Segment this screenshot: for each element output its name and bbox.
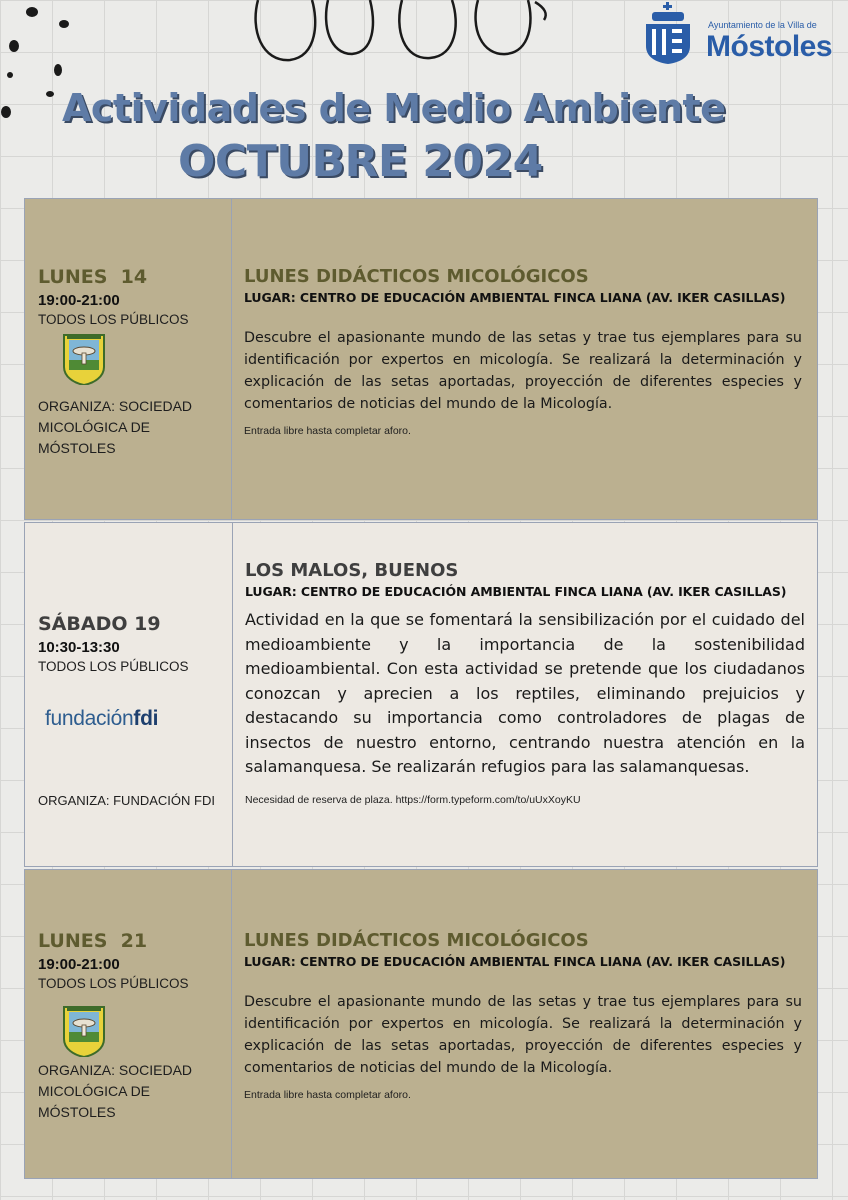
event-note: Necesidad de reserva de plaza. https://form.typeform.com/to/uUxXoyKU: [245, 793, 581, 806]
sociedad-micologica-badge-icon: [62, 331, 106, 385]
page-subtitle-month: OCTUBRE 2024: [178, 136, 543, 187]
event-time: 10:30-13:30: [38, 639, 120, 656]
event-time: 19:00-21:00: [38, 956, 120, 973]
event-audience: TODOS LOS PÚBLICOS: [38, 312, 189, 327]
column-divider: [231, 199, 232, 519]
event-title: LUNES DIDÁCTICOS MICOLÓGICOS: [244, 930, 589, 951]
fdi-logo-prefix: fundación: [45, 707, 134, 730]
event-details-column: [245, 560, 810, 806]
event-card-lunes-14: [24, 198, 818, 520]
event-info-column: [38, 930, 223, 991]
event-details-column: [244, 930, 809, 1101]
event-card-lunes-21: [24, 869, 818, 1179]
column-divider: [231, 870, 232, 1178]
event-organizer: ORGANIZA: FUNDACIÓN FDI: [38, 793, 215, 808]
event-location: LUGAR: CENTRO DE EDUCACIÓN AMBIENTAL FINCA LIANA (AV. IKER CASILLAS): [244, 290, 786, 305]
event-info-column: [38, 266, 223, 327]
column-divider: [232, 523, 233, 866]
event-audience: TODOS LOS PÚBLICOS: [38, 976, 189, 991]
event-info-column: [38, 613, 223, 674]
sociedad-micologica-badge-icon: [62, 1003, 106, 1057]
event-day: LUNES 21: [38, 930, 148, 952]
logo-caption: Ayuntamiento de la Villa de: [708, 20, 817, 30]
logo-name: Móstoles: [706, 30, 833, 63]
event-title: LOS MALOS, BUENOS: [245, 560, 459, 581]
event-note: Entrada libre hasta completar aforo.: [244, 1089, 411, 1101]
event-card-sabado-19: [24, 522, 818, 867]
event-organizer: ORGANIZA: SOCIEDAD MICOLÓGICA DE MÓSTOLES: [38, 1062, 193, 1120]
event-audience: TODOS LOS PÚBLICOS: [38, 659, 189, 674]
event-details-column: [244, 266, 809, 437]
event-time: 19:00-21:00: [38, 292, 120, 309]
page-title: Actividades de Medio Ambiente: [62, 86, 726, 130]
event-day: LUNES 14: [38, 266, 148, 288]
event-description: Actividad en la que se fomentará la sensibilización por el cuidado del medioambiente y la importancia de la sostenibilidad medioambiental. Con esta actividad se pretende que los ciudadanos conozcan y aprecien a los reptiles, eliminando prejuicios y destacando su importancia como controladores de plagas de insectos de nuestro entorno, centrando nuestra atención en la salamanquesa. Se realizarán refugios para las salamanquesas.: [245, 610, 805, 776]
event-title: LUNES DIDÁCTICOS MICOLÓGICOS: [244, 266, 589, 287]
fundacion-fdi-logo: [45, 707, 158, 731]
event-organizer: ORGANIZA: SOCIEDAD MICOLÓGICA DE MÓSTOLES: [38, 398, 193, 456]
event-location: LUGAR: CENTRO DE EDUCACIÓN AMBIENTAL FINCA LIANA (AV. IKER CASILLAS): [244, 954, 786, 969]
event-day: SÁBADO 19: [38, 613, 161, 635]
event-description: Descubre el apasionante mundo de las setas y trae tus ejemplares para su identificación por expertos en micología. Se realizará la determinación y explicación de las setas aportadas, proyección de diferentes especies y comentarios de noticias del mundo de la Micología.: [244, 994, 802, 1076]
event-description: Descubre el apasionante mundo de las setas y trae tus ejemplares para su identificación por expertos en micología. Se realizará la determinación y explicación de las setas aportadas, proyección de diferentes especies y comentarios de noticias del mundo de la Micología.: [244, 330, 802, 412]
event-location: LUGAR: CENTRO DE EDUCACIÓN AMBIENTAL FINCA LIANA (AV. IKER CASILLAS): [245, 584, 787, 599]
fdi-logo-suffix: fdi: [133, 707, 159, 730]
event-note: Entrada libre hasta completar aforo.: [244, 425, 411, 437]
